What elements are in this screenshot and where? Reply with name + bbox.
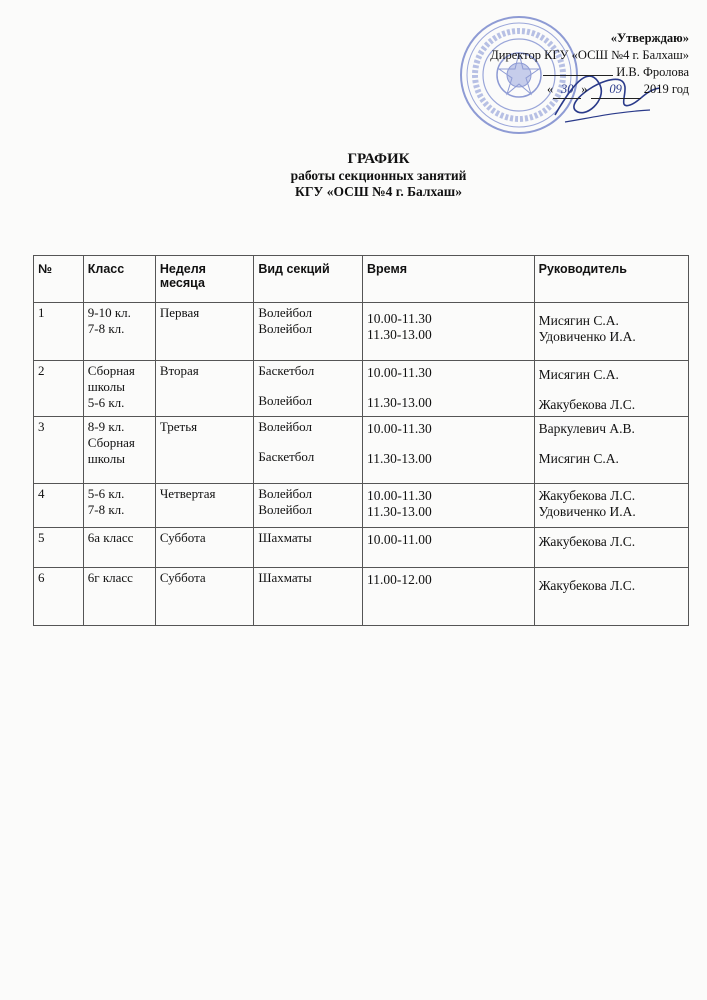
cell-leader: Мисягин С.А. Жакубекова Л.С. <box>534 361 688 417</box>
cell-leader: Жакубекова Л.С. <box>534 568 688 626</box>
cell-sections: Волейбол Волейбол <box>254 484 363 528</box>
cell-time: 10.00-11.30 11.30-13.00 <box>363 361 535 417</box>
table-row <box>34 303 689 361</box>
cell-sections: Баскетбол Волейбол <box>254 361 363 417</box>
table-row <box>34 361 689 417</box>
cell-sections: Волейбол Баскетбол <box>254 417 363 484</box>
cell-number: 4 <box>34 484 84 528</box>
cell-week: Суббота <box>155 528 254 568</box>
header-number: № <box>34 256 84 303</box>
cell-number: 6 <box>34 568 84 626</box>
cell-time: 10.00-11.00 <box>363 528 535 568</box>
approval-block <box>439 30 689 99</box>
cell-sections: Волейбол Волейбол <box>254 303 363 361</box>
cell-number: 5 <box>34 528 84 568</box>
approval-position: Директор КГУ «ОСШ №4 г. Балхаш» <box>490 48 689 62</box>
approval-day: 30 <box>553 81 581 99</box>
document-title <box>0 150 707 200</box>
cell-time: 10.00-11.30 11.30-13.00 <box>363 303 535 361</box>
cell-leader: Варкулевич А.В. Мисягин С.А. <box>534 417 688 484</box>
cell-time: 10.00-11.30 11.30-13.00 <box>363 484 535 528</box>
header-class: Класс <box>83 256 155 303</box>
table-row <box>34 568 689 626</box>
approval-year: 2019 год <box>643 82 689 96</box>
date-open-quote: « <box>547 82 554 96</box>
schedule-table <box>33 255 689 626</box>
signature-line <box>543 75 613 76</box>
cell-week: Суббота <box>155 568 254 626</box>
table-row <box>34 528 689 568</box>
table-row <box>34 484 689 528</box>
cell-class: 5-6 кл. 7-8 кл. <box>83 484 155 528</box>
approval-heading: «Утверждаю» <box>610 31 689 45</box>
cell-sections: Шахматы <box>254 568 363 626</box>
table-row <box>34 417 689 484</box>
cell-week: Вторая <box>155 361 254 417</box>
cell-class: 6а класс <box>83 528 155 568</box>
title-line-1: ГРАФИК <box>347 151 410 167</box>
table-header-row <box>34 256 689 303</box>
cell-class: Сборная школы 5-6 кл. <box>83 361 155 417</box>
header-time: Время <box>363 256 535 303</box>
cell-class: 8-9 кл. Сборная школы <box>83 417 155 484</box>
cell-number: 3 <box>34 417 84 484</box>
cell-number: 2 <box>34 361 84 417</box>
cell-leader: Жакубекова Л.С. Удовиченко И.А. <box>534 484 688 528</box>
header-sections: Вид секций <box>254 256 363 303</box>
approval-month: 09 <box>591 81 641 99</box>
header-leader: Руководитель <box>534 256 688 303</box>
cell-time: 10.00-11.30 11.30-13.00 <box>363 417 535 484</box>
cell-leader: Мисягин С.А. Удовиченко И.А. <box>534 303 688 361</box>
cell-class: 6г класс <box>83 568 155 626</box>
cell-leader: Жакубекова Л.С. <box>534 528 688 568</box>
cell-week: Первая <box>155 303 254 361</box>
header-week: Неделя месяца <box>155 256 254 303</box>
cell-week: Третья <box>155 417 254 484</box>
title-line-2: работы секционных занятий <box>290 168 467 183</box>
date-close-quote: » <box>581 82 588 96</box>
cell-week: Четвертая <box>155 484 254 528</box>
cell-sections: Шахматы <box>254 528 363 568</box>
title-line-3: КГУ «ОСШ №4 г. Балхаш» <box>295 184 462 199</box>
cell-time: 11.00-12.00 <box>363 568 535 626</box>
cell-number: 1 <box>34 303 84 361</box>
approval-name: И.В. Фролова <box>616 65 689 79</box>
cell-class: 9-10 кл. 7-8 кл. <box>83 303 155 361</box>
